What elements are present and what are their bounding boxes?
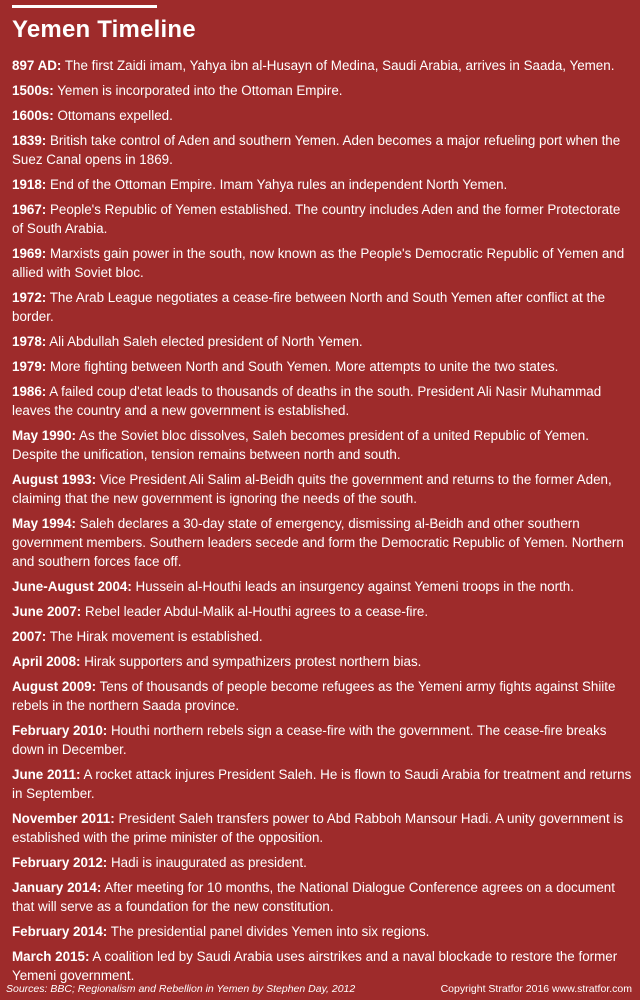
timeline-entry-date: 1967: — [12, 202, 47, 217]
timeline-entry-text: Marxists gain power in the south, now known as the People's Democratic Republic of Yemen and allied with Soviet bloc. — [12, 246, 625, 280]
timeline-entry-date: April 2008: — [12, 654, 81, 669]
timeline-entry-text: After meeting for 10 months, the National Dialogue Conference agrees on a document that will serve as a foundation for the new constitution. — [12, 880, 615, 914]
timeline-entry-date: June 2007: — [12, 604, 82, 619]
timeline-entry-date: 1839: — [12, 133, 47, 148]
timeline-entry-text: Hadi is inaugurated as president. — [111, 855, 307, 870]
timeline-entry-text: End of the Ottoman Empire. Imam Yahya rules an independent North Yemen. — [49, 177, 508, 192]
timeline-entry — [12, 514, 632, 571]
timeline-entry — [12, 470, 632, 508]
timeline-entry — [12, 878, 632, 916]
timeline-entry-date: 1979: — [12, 359, 47, 374]
timeline-entry-date: 1972: — [12, 290, 47, 305]
timeline-entry-date: June 2011: — [12, 767, 81, 782]
timeline-entry-date: 1969: — [12, 246, 47, 261]
timeline-entry — [12, 106, 632, 125]
timeline-entry — [12, 357, 632, 376]
timeline-entry-date: 1986: — [12, 384, 47, 399]
timeline-entry — [12, 765, 632, 803]
timeline-entry — [12, 288, 632, 326]
title-rule — [12, 5, 157, 8]
timeline-entry-date: January 2014: — [12, 880, 102, 895]
timeline-entry-date: 1978: — [12, 334, 47, 349]
copyright-note: Copyright Stratfor 2016 www.stratfor.com — [440, 983, 632, 995]
timeline-entry-text: Hirak supporters and sympathizers protest northern bias. — [84, 654, 422, 669]
timeline-entry — [12, 426, 632, 464]
timeline-entry-date: March 2015: — [12, 949, 90, 964]
timeline-entry-date: May 1990: — [12, 428, 77, 443]
timeline-entry — [12, 332, 632, 351]
timeline-entry-text: Tens of thousands of people become refugees as the Yemeni army fights against Shiite rebels in the northern Saada province. — [12, 679, 616, 713]
timeline-entry-date: 1500s: — [12, 83, 54, 98]
timeline-entry-date: February 2012: — [12, 855, 108, 870]
timeline-entry — [12, 577, 632, 596]
timeline-entry-date: 1918: — [12, 177, 47, 192]
timeline-entry-date: 1600s: — [12, 108, 54, 123]
timeline-entry-text: Yemen is incorporated into the Ottoman Empire. — [57, 83, 343, 98]
timeline-entry — [12, 175, 632, 194]
timeline-entry-date: August 1993: — [12, 472, 97, 487]
timeline-entry — [12, 244, 632, 282]
timeline-entry-text: The first Zaidi imam, Yahya ibn al-Husayn of Medina, Saudi Arabia, arrives in Saada, Yemen. — [64, 58, 615, 73]
timeline-entry-text: Houthi northern rebels sign a cease-fire with the government. The cease-fire breaks down in December. — [12, 723, 607, 757]
timeline-entry — [12, 56, 632, 75]
timeline-entry-date: 2007: — [12, 629, 47, 644]
timeline-entry-text: Ottomans expelled. — [57, 108, 173, 123]
timeline-entry — [12, 947, 632, 985]
timeline-entry-text: Vice President Ali Salim al-Beidh quits the government and returns to the former Aden, claiming that the new government is ignoring the needs of the south. — [12, 472, 612, 506]
timeline-entry — [12, 652, 632, 671]
timeline-entry — [12, 922, 632, 941]
timeline-entry-text: President Saleh transfers power to Abd Rabboh Mansour Hadi. A unity government is established with the prime minister of the opposition. — [12, 811, 624, 845]
timeline-entry-text: People's Republic of Yemen established. The country includes Aden and the former Protectorate of South Arabia. — [12, 202, 621, 236]
timeline-entry-date: February 2014: — [12, 924, 108, 939]
timeline-entry-text: Rebel leader Abdul-Malik al-Houthi agrees to a cease-fire. — [84, 604, 429, 619]
timeline-entry — [12, 627, 632, 646]
timeline-entry — [12, 677, 632, 715]
timeline-entry-text: Saleh declares a 30-day state of emergency, dismissing al-Beidh and other southern government members. Southern leaders secede and form the Democratic Republic of Yemen. Northern and southern forces face off. — [12, 516, 624, 569]
timeline-entry-text: Ali Abdullah Saleh elected president of North Yemen. — [49, 334, 363, 349]
sources-note: Sources: BBC; Regionalism and Rebellion in Yemen by Stephen Day, 2012 — [6, 983, 356, 995]
timeline-entry — [12, 382, 632, 420]
timeline-entry-text: The presidential panel divides Yemen into six regions. — [110, 924, 430, 939]
timeline-entry-text: More fighting between North and South Yemen. More attempts to unite the two states. — [49, 359, 559, 374]
timeline-entry — [12, 200, 632, 238]
timeline-entry-text: As the Soviet bloc dissolves, Saleh becomes president of a united Republic of Yemen. Despite the unification, tension remains between north and south. — [12, 428, 589, 462]
timeline-entry-date: May 1994: — [12, 516, 77, 531]
page-title: Yemen Timeline — [12, 16, 196, 43]
timeline-entry — [12, 721, 632, 759]
timeline-entry-date: 897 AD: — [12, 58, 62, 73]
timeline-entry-date: August 2009: — [12, 679, 97, 694]
timeline-entry — [12, 602, 632, 621]
timeline-entry — [12, 853, 632, 872]
timeline-entry-text: Hussein al-Houthi leads an insurgency against Yemeni troops in the north. — [135, 579, 574, 594]
timeline-list — [12, 56, 632, 991]
timeline-entry-text: British take control of Aden and southern Yemen. Aden becomes a major refueling port when the Suez Canal opens in 1869. — [12, 133, 621, 167]
timeline-entry-text: A rocket attack injures President Saleh. He is flown to Saudi Arabia for treatment and returns in September. — [12, 767, 632, 801]
timeline-entry — [12, 809, 632, 847]
timeline-entry-date: June-August 2004: — [12, 579, 132, 594]
timeline-entry — [12, 81, 632, 100]
timeline-entry-text: The Hirak movement is established. — [49, 629, 263, 644]
timeline-entry-text: A coalition led by Saudi Arabia uses airstrikes and a naval blockade to restore the former Yemeni government. — [12, 949, 618, 983]
timeline-entry — [12, 131, 632, 169]
timeline-entry-date: November 2011: — [12, 811, 115, 826]
timeline-entry-text: The Arab League negotiates a cease-fire between North and South Yemen after conflict at the border. — [12, 290, 606, 324]
timeline-entry-text: A failed coup d'etat leads to thousands of deaths in the south. President Ali Nasir Muhammad leaves the country and a new government is established. — [12, 384, 602, 418]
timeline-entry-date: February 2010: — [12, 723, 108, 738]
